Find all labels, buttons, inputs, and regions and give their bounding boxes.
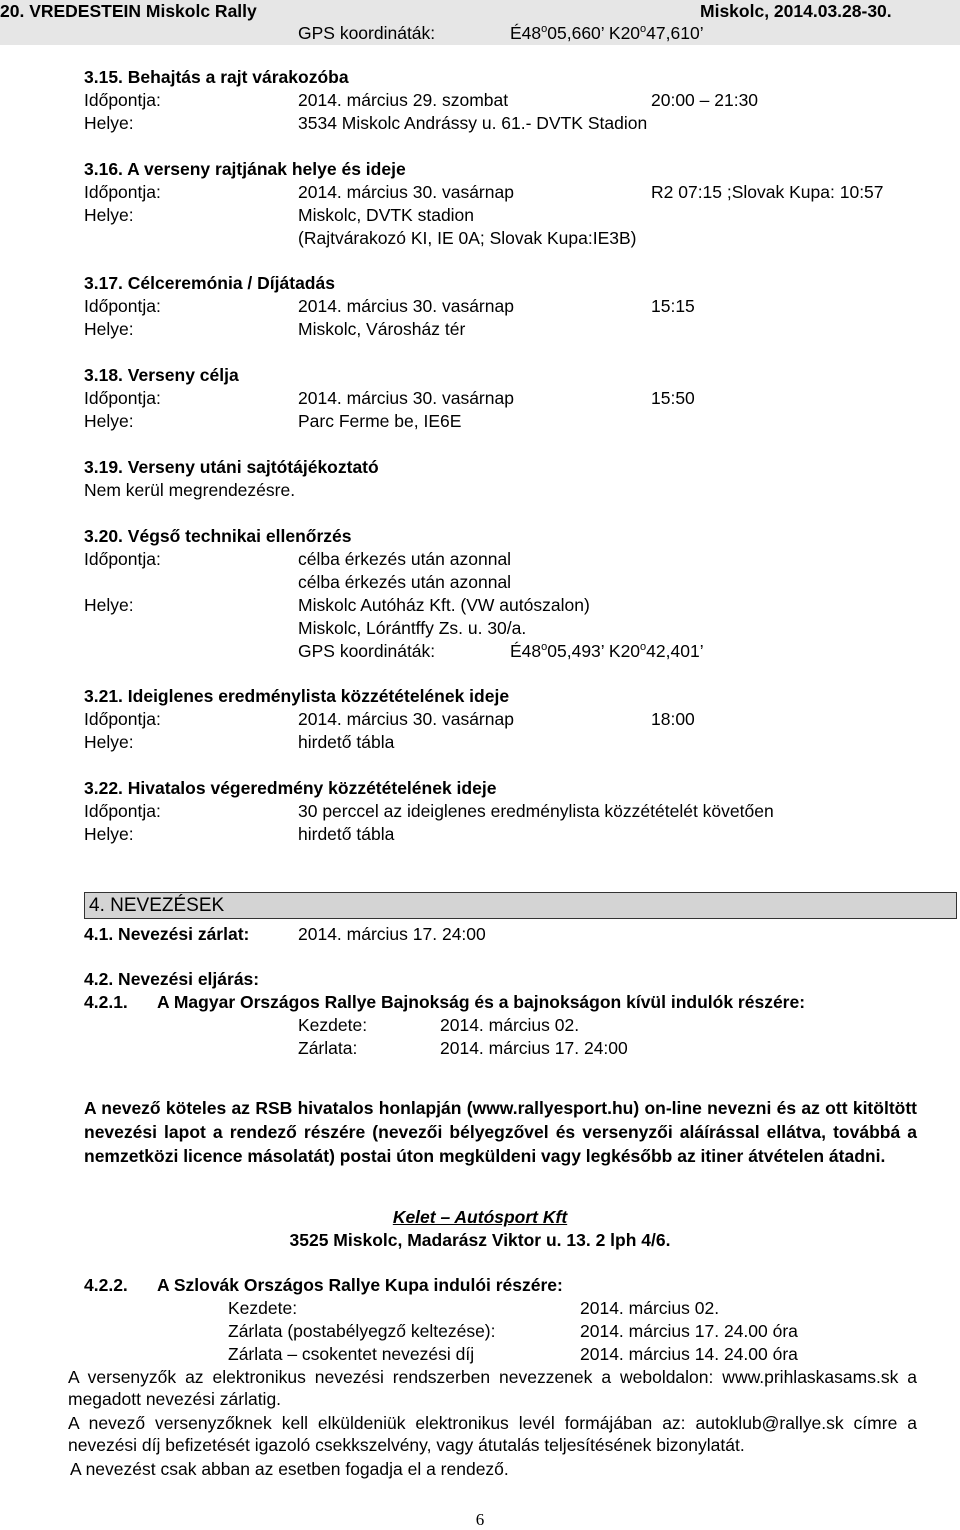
- section-title: 3.15. Behajtás a rajt várakozóba: [84, 67, 349, 87]
- payment-proof-paragraph: A nevező versenyzőknek kell elküldeniük elektronikus levél formájában az: autoklub@rallye.sk címre a nevezési díj befizetését igazoló csekkszelvény, vagy átutalás teljesítésének bizonylatát.: [68, 1413, 917, 1455]
- place-value: Miskolc, Városház tér: [298, 319, 466, 339]
- place-label: Helye:: [84, 595, 134, 615]
- company-address: 3525 Miskolc, Madarász Viktor u. 13. 2 lph 4/6.: [289, 1230, 671, 1250]
- section-4-heading: [84, 892, 957, 919]
- section-title: 3.19. Verseny utáni sajtótájékoztató: [84, 457, 379, 477]
- section-text: Nem kerül megrendezésre.: [84, 480, 296, 500]
- entry-instructions-paragraph: A nevező köteles az RSB hivatalos honlapján (www.rallyesport.hu) on-line nevezni és az ott kitöltött nevezési lapot a rendező részére (nevezői bélyegzővel és versenyzői aláírással ellátva, továbbá a nemzetközi licence másolatát) postai úton megküldeni vagy legkésőbb az itiner átvételen átadni.: [84, 1098, 917, 1166]
- page-number: 6: [475, 1510, 485, 1529]
- place-label: Helye:: [84, 732, 134, 752]
- start-label: Kezdete:: [298, 1015, 368, 1035]
- place-label: Helye:: [84, 824, 134, 844]
- time-label: Időpontja:: [84, 801, 161, 821]
- place-value: 3534 Miskolc Andrássy u. 61.- DVTK Stadion: [298, 113, 648, 133]
- time-value: R2 07:15 ;Slovak Kupa: 10:57: [651, 182, 884, 202]
- section-4-2-2-number: 4.2.2.: [84, 1275, 128, 1295]
- start-value: 2014. március 02.: [580, 1298, 720, 1318]
- date-value: 2014. március 30. vasárnap: [298, 296, 514, 316]
- date-value: 2014. március 30. vasárnap: [298, 709, 514, 729]
- time-value: 15:15: [651, 296, 695, 316]
- section-title: 3.17. Célceremónia / Díjátadás: [84, 273, 335, 293]
- close-value-2: 2014. március 14. 24.00 óra: [580, 1344, 798, 1364]
- section-4-1-value: 2014. március 17. 24:00: [298, 924, 486, 944]
- section-4-title: 4. NEVEZÉSEK: [89, 895, 225, 916]
- time-label: Időpontja:: [84, 388, 161, 408]
- section-title: 3.18. Verseny célja: [84, 365, 239, 385]
- time-label: Időpontja:: [84, 709, 161, 729]
- acceptance-paragraph: A nevezést csak abban az esetben fogadja el a rendező.: [70, 1459, 509, 1479]
- place-label: Helye:: [84, 113, 134, 133]
- section-4-1-label: 4.1. Nevezési zárlat:: [84, 924, 250, 944]
- company-name: Kelet – Autósport Kft: [392, 1207, 568, 1227]
- time-value: 15:50: [651, 388, 695, 408]
- section-title: 3.20. Végső technikai ellenőrzés: [84, 526, 352, 546]
- time-value: 20:00 – 21:30: [651, 90, 759, 110]
- start-value: 2014. március 02.: [440, 1015, 580, 1035]
- place-value-2: (Rajtvárakozó KI, IE 0A; Slovak Kupa:IE3B): [298, 228, 637, 248]
- close-label-1: Zárlata (postabélyegző keltezése):: [228, 1321, 496, 1341]
- close-label: Zárlata:: [298, 1038, 358, 1058]
- header-place-date: Miskolc, 2014.03.28-30.: [700, 1, 892, 21]
- section-4-2-2-title: A Szlovák Országos Rallye Kupa indulói részére:: [157, 1275, 563, 1295]
- date-value: 2014. március 30. vasárnap: [298, 182, 514, 202]
- time-label: Időpontja:: [84, 296, 161, 316]
- place-value: hirdető tábla: [298, 732, 395, 752]
- time-value-2: célba érkezés után azonnal: [298, 572, 512, 592]
- header-gps-label: GPS koordináták:: [298, 23, 436, 43]
- place-value-1: Miskolc Autóház Kft. (VW autószalon): [298, 595, 590, 615]
- section-4-2-1-number: 4.2.1.: [84, 992, 128, 1012]
- place-value: Parc Ferme be, IE6E: [298, 411, 462, 431]
- place-value: Miskolc, DVTK stadion: [298, 205, 475, 225]
- section-title: 3.22. Hivatalos végeredmény közzétételének ideje: [84, 778, 497, 798]
- place-label: Helye:: [84, 319, 134, 339]
- place-label: Helye:: [84, 411, 134, 431]
- section-title: 3.21. Ideiglenes eredménylista közzétételének ideje: [84, 686, 510, 706]
- section-4-2-1-title: A Magyar Országos Rallye Bajnokság és a bajnokságon kívül indulók részére:: [157, 992, 806, 1012]
- gps-label: GPS koordináták:: [298, 641, 436, 661]
- header-gps-value: É48$^o$05,660’ K20$^o$47,610’: [510, 23, 704, 43]
- time-label: Időpontja:: [84, 90, 161, 110]
- gps-value: É48$^o$05,493’ K20$^o$42,401’: [510, 641, 704, 661]
- header-event: 20. VREDESTEIN Miskolc Rally: [0, 1, 257, 21]
- close-value: 2014. március 17. 24:00: [440, 1038, 628, 1058]
- time-label: Időpontja:: [84, 182, 161, 202]
- page-header: [0, 0, 960, 45]
- time-value: 18:00: [651, 709, 695, 729]
- close-label-2: Zárlata – csokentet nevezési díj: [228, 1344, 475, 1364]
- time-value-1: célba érkezés után azonnal: [298, 549, 512, 569]
- place-value: hirdető tábla: [298, 824, 395, 844]
- time-label: Időpontja:: [84, 549, 161, 569]
- electronic-entry-paragraph: A versenyzők az elektronikus nevezési rendszerben nevezzenek a weboldalon: www.prihlaskasams.sk a megadott nevezési zárlatig.: [68, 1367, 917, 1409]
- date-value: 2014. március 29. szombat: [298, 90, 509, 110]
- start-label: Kezdete:: [228, 1298, 298, 1318]
- time-value: 30 perccel az ideiglenes eredménylista közzétételét követően: [298, 801, 774, 821]
- section-4-2-label: 4.2. Nevezési eljárás:: [84, 969, 260, 989]
- close-value-1: 2014. március 17. 24.00 óra: [580, 1321, 798, 1341]
- date-value: 2014. március 30. vasárnap: [298, 388, 514, 408]
- place-value-2: Miskolc, Lórántffy Zs. u. 30/a.: [298, 618, 527, 638]
- section-title: 3.16. A verseny rajtjának helye és ideje: [84, 159, 406, 179]
- place-label: Helye:: [84, 205, 134, 225]
